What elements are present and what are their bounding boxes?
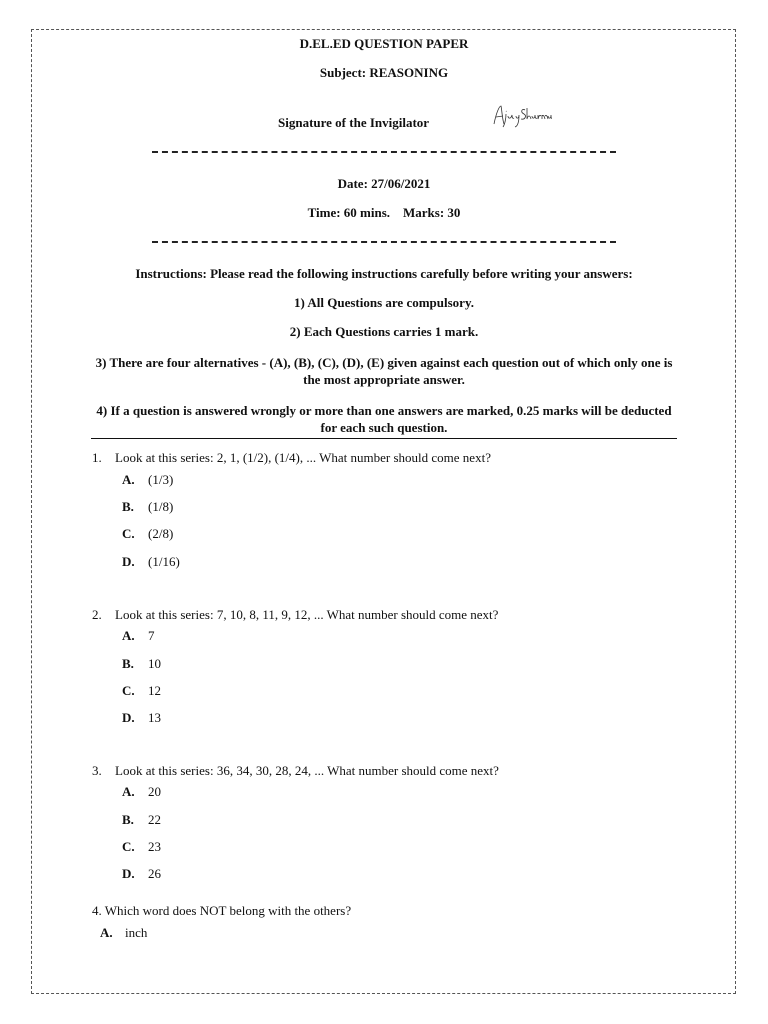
option-label: A. bbox=[122, 784, 135, 799]
option-row bbox=[122, 812, 161, 828]
subject-line: Subject: REASONING bbox=[319, 65, 449, 80]
option-text: 10 bbox=[148, 656, 161, 671]
paper-title: D.EL.ED QUESTION PAPER bbox=[299, 36, 469, 51]
option-row bbox=[122, 554, 180, 570]
option-label: C. bbox=[122, 839, 135, 854]
time-and-marks: Time: 60 mins. Marks: 30 bbox=[307, 205, 461, 220]
option-text: 23 bbox=[148, 839, 161, 854]
signature-label: Signature of the Invigilator bbox=[278, 115, 430, 130]
option-row bbox=[122, 499, 173, 515]
option-row bbox=[122, 472, 173, 488]
section-divider bbox=[91, 438, 677, 439]
option-text: 20 bbox=[148, 784, 161, 799]
instructions-heading: Instructions: Please read the following instructions carefully before writing your answers: bbox=[135, 266, 633, 281]
question-text: Look at this series: 36, 34, 30, 28, 24, ... What number should come next? bbox=[115, 763, 499, 778]
option-text: 22 bbox=[148, 812, 161, 827]
option-text: (1/8) bbox=[148, 499, 174, 514]
instruction-item: 4) If a question is answered wrongly or more than one answers are marked, 0.25 marks will be deducted for each such question. bbox=[96, 403, 672, 435]
exam-date: Date: 27/06/2021 bbox=[337, 176, 431, 191]
question-3 bbox=[92, 763, 499, 779]
question-number: 1. bbox=[92, 450, 102, 465]
option-label: C. bbox=[122, 683, 135, 698]
option-row bbox=[122, 526, 173, 542]
instruction-item: 3) There are four alternatives - (A), (B), (C), (D), (E) given against each question out of which only one is the most appropriate answer. bbox=[95, 355, 673, 387]
option-row bbox=[122, 839, 161, 855]
invigilator-signature bbox=[490, 102, 552, 130]
option-row bbox=[122, 656, 161, 672]
dashed-divider-bottom bbox=[152, 241, 616, 243]
option-label: D. bbox=[122, 866, 135, 881]
question-text: Look at this series: 2, 1, (1/2), (1/4), ... What number should come next? bbox=[115, 450, 491, 465]
question-text: Look at this series: 7, 10, 8, 11, 9, 12, ... What number should come next? bbox=[115, 607, 499, 622]
option-row bbox=[122, 866, 161, 882]
option-text: 7 bbox=[148, 628, 155, 643]
option-label: C. bbox=[122, 526, 135, 541]
option-text: 26 bbox=[148, 866, 161, 881]
question-number: 3. bbox=[92, 763, 102, 778]
option-label: A. bbox=[122, 472, 135, 487]
option-label: B. bbox=[122, 812, 134, 827]
instruction-item: 1) All Questions are compulsory. bbox=[294, 295, 474, 310]
question-number: 2. bbox=[92, 607, 102, 622]
instruction-item: 2) Each Questions carries 1 mark. bbox=[289, 324, 479, 339]
question-4 bbox=[92, 903, 351, 919]
option-label: D. bbox=[122, 710, 135, 725]
question-1 bbox=[92, 450, 491, 466]
option-text: inch bbox=[125, 925, 148, 940]
option-row bbox=[122, 784, 161, 800]
option-label: A. bbox=[100, 925, 113, 940]
option-text: 12 bbox=[148, 683, 161, 698]
option-text: 13 bbox=[148, 710, 161, 725]
option-row bbox=[122, 628, 155, 644]
option-label: B. bbox=[122, 656, 134, 671]
option-row bbox=[100, 925, 147, 941]
option-text: (2/8) bbox=[148, 526, 174, 541]
question-2 bbox=[92, 607, 498, 623]
dashed-divider-top bbox=[152, 151, 616, 153]
option-text: (1/16) bbox=[148, 554, 180, 569]
option-label: B. bbox=[122, 499, 134, 514]
option-row bbox=[122, 683, 161, 699]
question-text: 4. Which word does NOT belong with the others? bbox=[92, 903, 352, 918]
option-label: D. bbox=[122, 554, 135, 569]
option-text: (1/3) bbox=[148, 472, 174, 487]
option-row bbox=[122, 710, 161, 726]
option-label: A. bbox=[122, 628, 135, 643]
